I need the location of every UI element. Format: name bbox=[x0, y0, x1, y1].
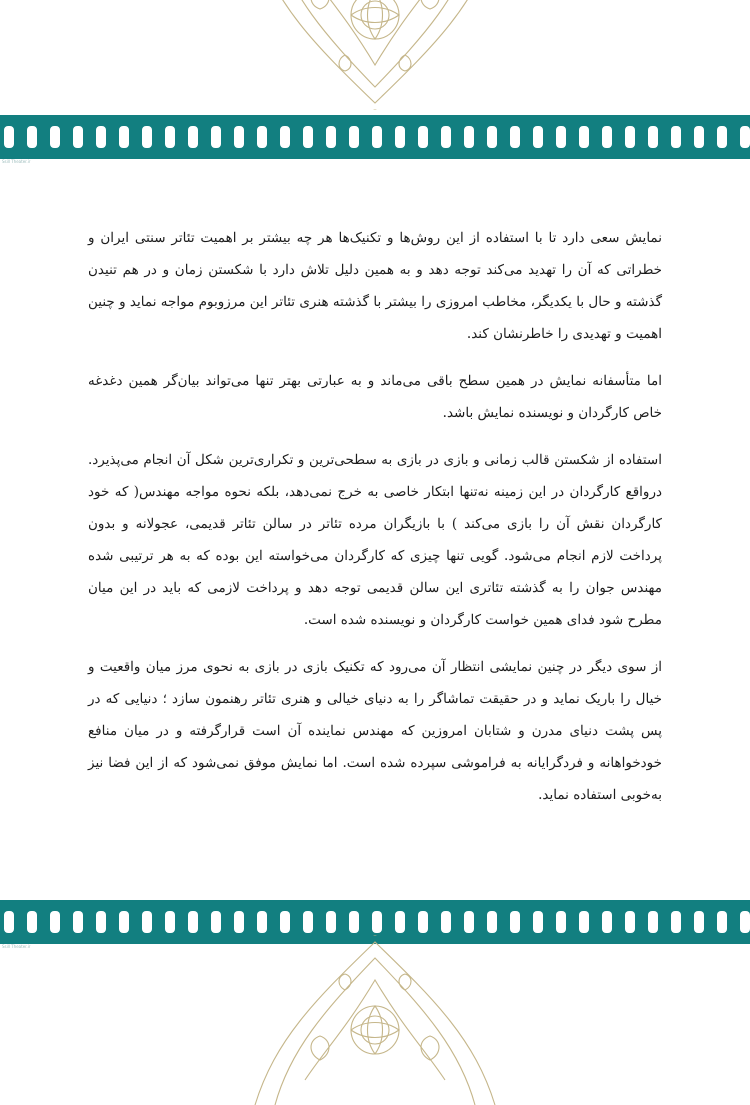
sprocket-hole bbox=[487, 911, 497, 933]
sprocket-hole bbox=[257, 911, 267, 933]
article-body bbox=[88, 222, 662, 826]
sprocket-hole bbox=[510, 911, 520, 933]
sprocket-hole bbox=[73, 911, 83, 933]
sprocket-hole bbox=[73, 126, 83, 148]
sprocket-hole bbox=[27, 126, 37, 148]
sprocket-hole bbox=[671, 911, 681, 933]
sprocket-hole bbox=[303, 911, 313, 933]
sprocket-hole bbox=[740, 911, 750, 933]
sprocket-hole bbox=[487, 126, 497, 148]
paragraph: اما متأسفانه نمایش در همین سطح باقی می‌ماند و به عبارتی بهتر تنها می‌تواند بیان‌گر همین دغدغه خاص کارگردان و نویسنده نمایش باشد. bbox=[88, 373, 662, 421]
sprocket-hole bbox=[579, 126, 589, 148]
sprocket-hole bbox=[395, 911, 405, 933]
sprocket-hole bbox=[717, 911, 727, 933]
sprocket-hole bbox=[303, 126, 313, 148]
sprocket-hole bbox=[50, 911, 60, 933]
sprocket-hole bbox=[188, 911, 198, 933]
film-sprocket-holes bbox=[0, 126, 750, 148]
sprocket-hole bbox=[372, 911, 382, 933]
paragraph: نمایش سعی دارد تا با استفاده از این روش‌ها و تکنیک‌ها هر چه بیشتر بر اهمیت تئاتر سنتی ایران و خطراتی که آن را تهدید می‌کند توجه دهد و به همین دلیل تلاش دارد با شکستن زمان و در هم تنیدن گذشته و حال با یکدیگر، مخاطب امروزی را بیشتر با گذشته هنری تئاتر این مرزوبوم مواجه نماید و چنین اهمیت و تهدیدی را خاطرنشان کند. bbox=[88, 230, 662, 342]
sprocket-hole bbox=[188, 126, 198, 148]
sprocket-hole bbox=[418, 126, 428, 148]
sprocket-hole bbox=[234, 911, 244, 933]
sprocket-hole bbox=[349, 911, 359, 933]
sprocket-hole bbox=[441, 911, 451, 933]
paragraph: از سوی دیگر در چنین نمایشی انتظار آن می‌رود که تکنیک بازی در بازی به نحوی مرز میان واقعیت و خیال را باریک نماید و در حقیقت تماشاگر را به دنیای خیالی و هنری تئاتر رهنمون سازد ؛ دنیایی که در پس پشت دنیای مدرن و شتابان امروزین که مهندس نماینده آن است قرارگرفته و در میان منافع خودخواهانه و فردگرایانه به فراموشی سپرده شده است. اما نمایش موفق نمی‌شود که از این فضا نیز به‌خوبی استفاده نماید. bbox=[88, 659, 662, 803]
paragraph: استفاده از شکستن قالب زمانی و بازی در بازی به سطحی‌ترین و تکراری‌ترین شکل آن انجام می‌پذیرد. درواقع کارگردان در این زمینه نه‌تنها ابتکار خاصی به خرج نمی‌دهد، بلکه نحوه مواجه مهندس( که خود کارگردان نقش آن را بازی می‌کند ) با بازیگران مرده تئاتر در سالن تئاتر قدیمی، عجولانه و بدون پرداخت لازم انجام می‌شود. گویی تنها چیزی که کارگردان می‌خواسته این بوده که به هر ترتیبی شده مهندس جوان را به گذشته تئاتری این سالن قدیمی توجه دهد و پرداخت لازمی که باید در این میان مطرح شود فدای همین خواست کارگردان و نویسنده شده است. bbox=[88, 452, 662, 628]
sprocket-hole bbox=[602, 126, 612, 148]
sprocket-hole bbox=[464, 126, 474, 148]
sprocket-hole bbox=[4, 126, 14, 148]
sprocket-hole bbox=[717, 126, 727, 148]
sprocket-hole bbox=[648, 911, 658, 933]
sprocket-hole bbox=[165, 911, 175, 933]
sprocket-hole bbox=[96, 911, 106, 933]
film-strip-caption: Ssill Theater.ir bbox=[2, 944, 31, 949]
sprocket-hole bbox=[510, 126, 520, 148]
sprocket-hole bbox=[418, 911, 428, 933]
sprocket-hole bbox=[142, 126, 152, 148]
sprocket-hole bbox=[533, 126, 543, 148]
sprocket-hole bbox=[142, 911, 152, 933]
sprocket-hole bbox=[4, 911, 14, 933]
sprocket-hole bbox=[27, 911, 37, 933]
sprocket-hole bbox=[740, 126, 750, 148]
sprocket-hole bbox=[257, 126, 267, 148]
sprocket-hole bbox=[96, 126, 106, 148]
sprocket-hole bbox=[694, 126, 704, 148]
sprocket-hole bbox=[533, 911, 543, 933]
arabesque-ornament-top bbox=[225, 0, 525, 110]
sprocket-hole bbox=[556, 126, 566, 148]
sprocket-hole bbox=[165, 126, 175, 148]
sprocket-hole bbox=[280, 911, 290, 933]
sprocket-hole bbox=[464, 911, 474, 933]
sprocket-hole bbox=[119, 911, 129, 933]
sprocket-hole bbox=[625, 126, 635, 148]
sprocket-hole bbox=[234, 126, 244, 148]
sprocket-hole bbox=[395, 126, 405, 148]
sprocket-hole bbox=[326, 911, 336, 933]
sprocket-hole bbox=[694, 911, 704, 933]
sprocket-hole bbox=[579, 911, 589, 933]
sprocket-hole bbox=[372, 126, 382, 148]
sprocket-hole bbox=[211, 911, 221, 933]
sprocket-hole bbox=[349, 126, 359, 148]
sprocket-hole bbox=[441, 126, 451, 148]
sprocket-hole bbox=[211, 126, 221, 148]
sprocket-hole bbox=[556, 911, 566, 933]
sprocket-hole bbox=[326, 126, 336, 148]
sprocket-hole bbox=[280, 126, 290, 148]
film-sprocket-holes bbox=[0, 911, 750, 933]
film-strip-caption: Ssill Theater.ir bbox=[2, 159, 31, 164]
sprocket-hole bbox=[671, 126, 681, 148]
sprocket-hole bbox=[50, 126, 60, 148]
sprocket-hole bbox=[625, 911, 635, 933]
sprocket-hole bbox=[648, 126, 658, 148]
sprocket-hole bbox=[602, 911, 612, 933]
arabesque-ornament-bottom bbox=[225, 935, 525, 1105]
sprocket-hole bbox=[119, 126, 129, 148]
film-strip-top bbox=[0, 115, 750, 159]
